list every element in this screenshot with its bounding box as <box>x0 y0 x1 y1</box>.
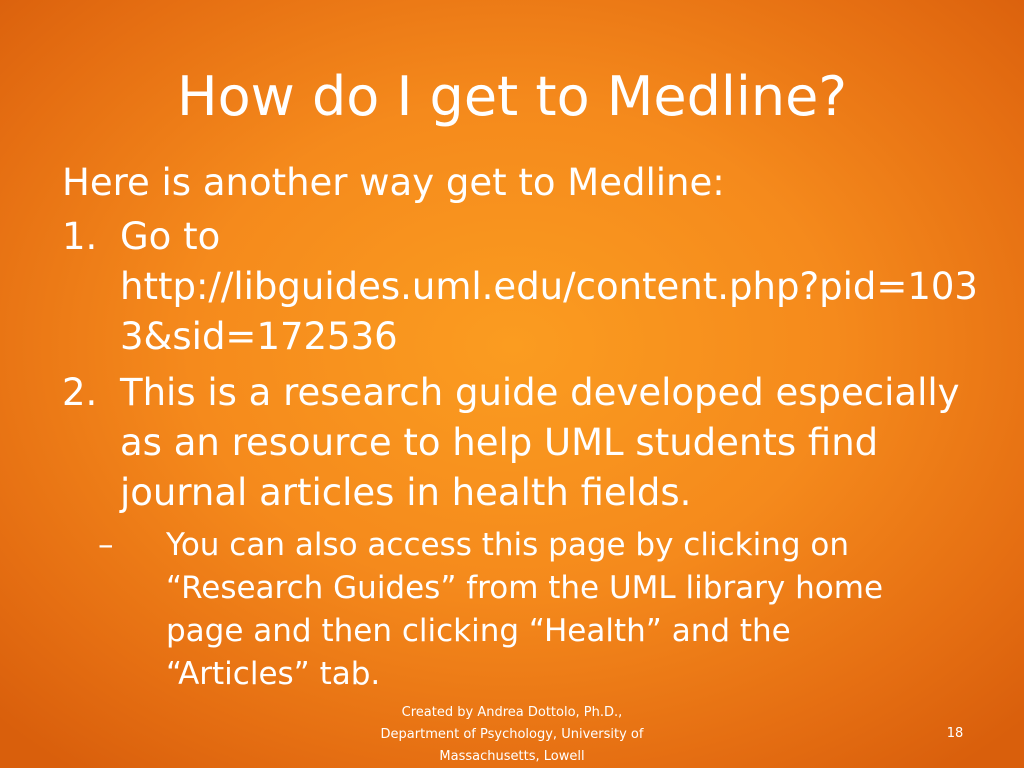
footer-line-2: Department of Psychology, University of <box>380 727 644 742</box>
footer-line-3: Massachusetts, Lowell <box>439 749 585 764</box>
footer-line-1: Created by Andrea Dottolo, Ph.D., <box>401 705 623 720</box>
slide-title: How do I get to Medline? <box>177 65 847 128</box>
libguide-url[interactable]: http://libguides.uml.edu/content.php?pid=1033&sid=172536 <box>120 265 978 358</box>
slide-footer <box>362 702 662 768</box>
list-text-1 <box>120 212 982 362</box>
sub-item-dash: – <box>98 527 114 563</box>
intro-text: Here is another way get to Medline: <box>62 161 725 204</box>
list-item-2 <box>62 368 982 518</box>
sub-item-text: You can also access this page by clicking on “Research Guides” from the UML library home page and then clicking “Health” and the “Articles” tab. <box>166 527 884 692</box>
list-number-1: 1. <box>62 215 98 258</box>
sub-item <box>98 524 982 696</box>
list-number-2: 2. <box>62 371 98 414</box>
slide-body <box>62 158 982 696</box>
list-item-1 <box>62 212 982 362</box>
go-to-text: Go to <box>120 215 221 258</box>
page-number: 18 <box>946 726 964 741</box>
list-text-2: This is a research guide developed especially as an resource to help UML students find journal articles in health fields. <box>120 371 960 514</box>
